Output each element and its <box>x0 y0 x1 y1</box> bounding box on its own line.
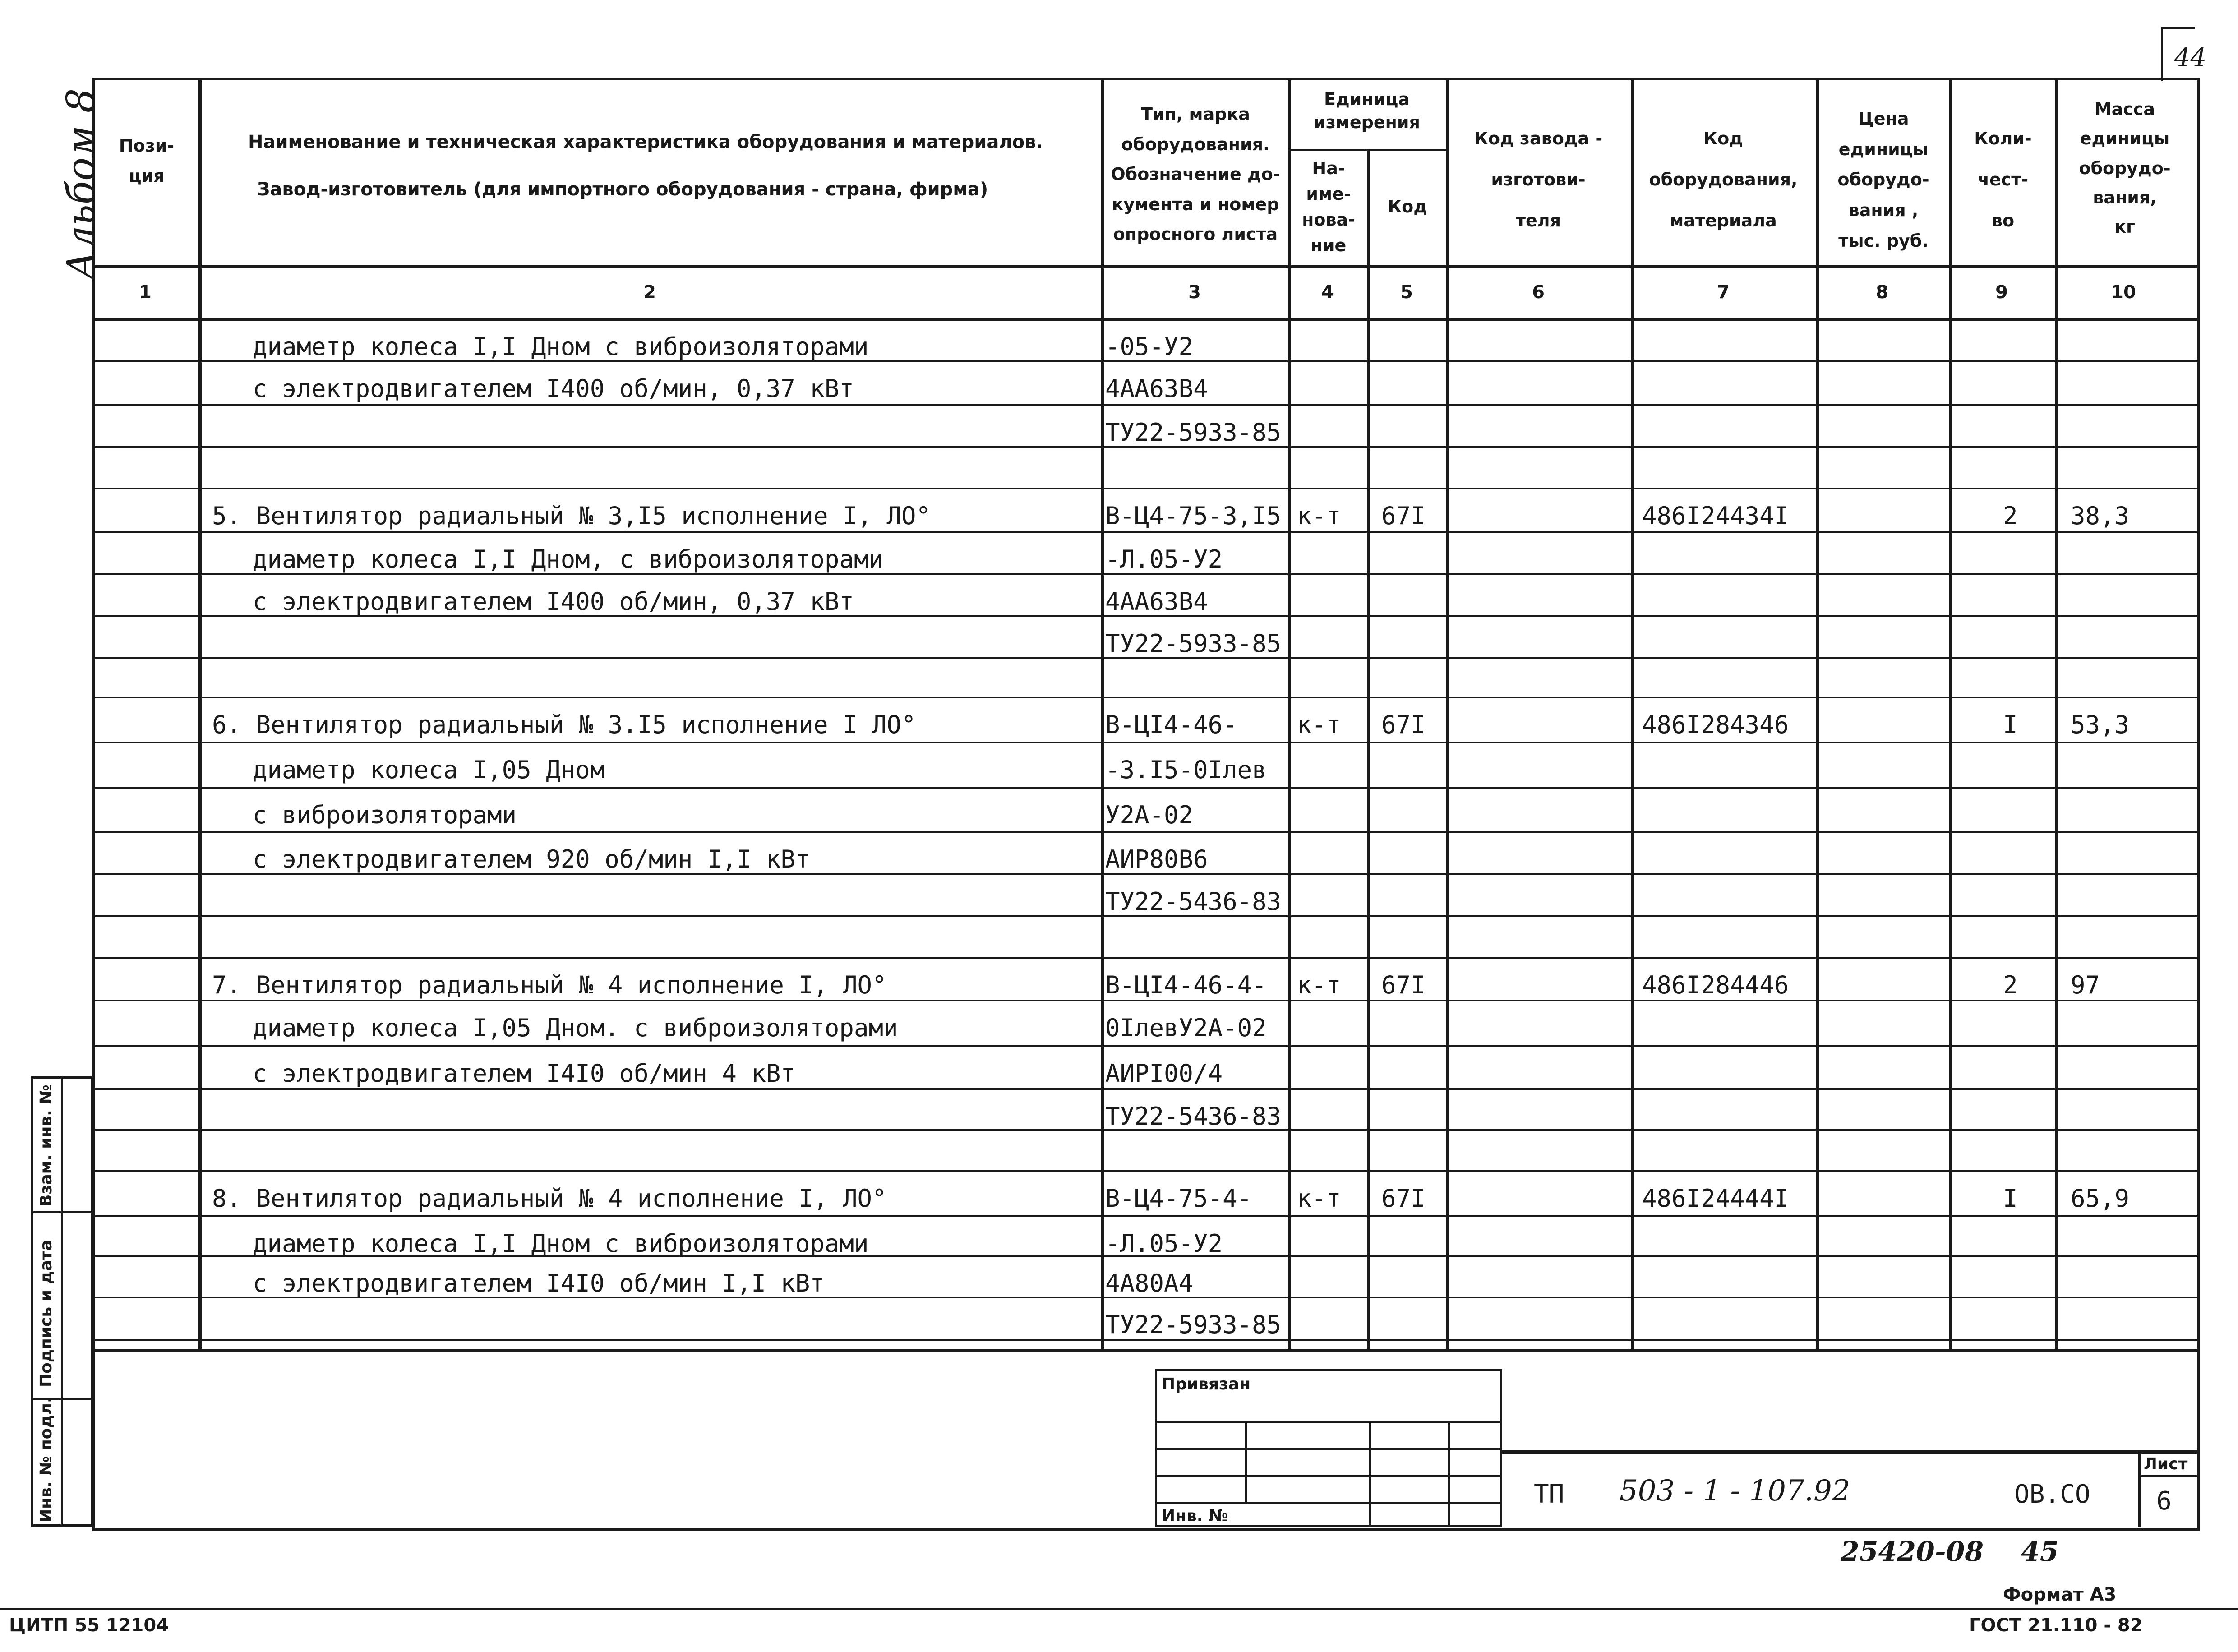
archive-number: 25420-08 <box>1841 1536 1984 1568</box>
side-label-vzam-inv: Взам. инв. № <box>37 1084 55 1207</box>
list-number: 6 <box>2156 1486 2172 1516</box>
table-row-divider <box>92 1088 2197 1090</box>
row-equipment-code: 486I284346 <box>1642 711 1789 739</box>
row-equipment-code: 486I24444I <box>1642 1184 1789 1213</box>
table-row-divider <box>92 531 2197 533</box>
row-unit-code: 67I <box>1381 971 1426 999</box>
row-unit-code: 67I <box>1381 711 1426 739</box>
row-name: 8. Вентилятор радиальный № 4 исполнение I, ЛО° <box>212 1184 887 1213</box>
row-type: АИР80В6 <box>1105 845 1208 873</box>
row-type: 4АА63В4 <box>1105 374 1208 403</box>
header-name-line1: Наименование и техническая характеристика оборудования и материалов. <box>248 132 1043 152</box>
colnum-3: 3 <box>1188 282 1201 303</box>
table-row-divider <box>92 957 2197 959</box>
row-type: 4А80А4 <box>1105 1269 1194 1297</box>
colnum-1: 1 <box>139 282 152 303</box>
row-type: -Л.05-У2 <box>1105 1229 1223 1258</box>
colnum-8: 8 <box>1876 282 1888 303</box>
colnum-10: 10 <box>2111 282 2136 303</box>
row-name: диаметр колеса I,05 Дном. с виброизоляторами <box>253 1014 898 1042</box>
row-name: диаметр колеса I,I Дном с виброизоляторами <box>253 332 869 361</box>
tp-label: ТП <box>1534 1480 1564 1509</box>
row-name: диаметр колеса I,05 Дном <box>253 756 605 784</box>
row-unit: к-т <box>1297 971 1341 999</box>
row-name: диаметр колеса I,I Дном с виброизоляторами <box>253 1229 869 1258</box>
header-divider <box>92 265 2197 268</box>
colnum-6: 6 <box>1532 282 1545 303</box>
table-row-divider <box>92 787 2197 789</box>
row-name: с виброизоляторами <box>253 801 517 829</box>
table-row-divider <box>92 1170 2197 1172</box>
row-name: 7. Вентилятор радиальный № 4 исполнение I, ЛО° <box>212 971 887 999</box>
table-row-divider <box>92 573 2197 575</box>
header-name-line2: Завод-изготовитель (для импортного оборудования - страна, фирма) <box>257 179 988 200</box>
table-row-divider <box>92 697 2197 698</box>
corner-page-number: 44 <box>2174 43 2207 72</box>
row-unit-code: 67I <box>1381 502 1426 530</box>
colnum-4: 4 <box>1321 282 1334 303</box>
row-mass: 53,3 <box>2071 711 2130 739</box>
table-row-divider <box>92 742 2197 743</box>
table-row-divider <box>92 1000 2197 1001</box>
row-quantity: I <box>2003 1184 2018 1213</box>
row-unit: к-т <box>1297 711 1341 739</box>
table-row-divider <box>92 1215 2197 1217</box>
table-row-divider <box>92 404 2197 406</box>
album-label: Альбом 8 <box>59 88 104 280</box>
row-type: 0IлевУ2А-02 <box>1105 1014 1267 1042</box>
row-mass: 97 <box>2071 971 2100 999</box>
citp-label: ЦИТП 55 12104 <box>9 1615 169 1636</box>
table-row-divider <box>92 488 2197 489</box>
header-price: Цена единицы оборудо- вания , тыс. руб. <box>1837 109 1929 251</box>
row-equipment-code: 486I24434I <box>1642 502 1789 530</box>
row-type: ТУ22-5933-85 <box>1105 629 1282 658</box>
row-mass: 65,9 <box>2071 1184 2130 1213</box>
header-unit-code: Код <box>1388 197 1427 217</box>
row-name: с электродвигателем 920 об/мин I,I кВт <box>253 845 810 873</box>
gost-label: ГОСТ 21.110 - 82 <box>1969 1615 2143 1636</box>
header-quantity: Коли- чест- во <box>1974 129 2032 231</box>
row-type: В-ЦI4-46-4- <box>1105 971 1267 999</box>
table-row-divider <box>92 1339 2197 1341</box>
row-name: 5. Вентилятор радиальный № 3,I5 исполнение I, ЛО° <box>212 502 931 530</box>
table-row-divider <box>92 873 2197 875</box>
header-type: Тип, марка оборудования. Обозначение до- кумента и номер опросного листа <box>1111 104 1280 244</box>
privyazan-label: Привязан <box>1162 1375 1251 1394</box>
table-row-divider <box>92 831 2197 833</box>
format-label: Формат А3 <box>2003 1584 2117 1605</box>
side-label-inv-podl: Инв. № подл. <box>37 1397 55 1523</box>
row-type: В-ЦI4-46- <box>1105 711 1237 739</box>
colnum-2: 2 <box>643 282 656 303</box>
row-unit-code: 67I <box>1381 1184 1426 1213</box>
side-label-podpis-data: Подпись и дата <box>37 1240 55 1387</box>
row-type: В-Ц4-75-3,I5 <box>1105 502 1282 530</box>
row-type: -Л.05-У2 <box>1105 545 1223 573</box>
archive-page: 45 <box>2021 1536 2059 1568</box>
row-quantity: 2 <box>2003 502 2018 530</box>
row-type: -3.I5-0Iлев <box>1105 756 1267 784</box>
row-type: ТУ22-5933-85 <box>1105 1311 1282 1339</box>
row-equipment-code: 486I284446 <box>1642 971 1789 999</box>
row-name: 6. Вентилятор радиальный № 3.I5 исполнение I ЛО° <box>212 711 916 739</box>
row-type: У2А-02 <box>1105 801 1194 829</box>
colnum-7: 7 <box>1717 282 1730 303</box>
header-position: Пози- ция <box>119 136 175 186</box>
header-mass: Масса единицы оборудо- вания, кг <box>2079 99 2171 237</box>
header-plant-code: Код завода - изготови- теля <box>1474 129 1603 231</box>
drawing-mark: ОВ.СО <box>2014 1480 2090 1509</box>
list-label: Лист <box>2144 1455 2188 1473</box>
colnum-9: 9 <box>1995 282 2008 303</box>
row-type: В-Ц4-75-4- <box>1105 1184 1252 1213</box>
row-quantity: I <box>2003 711 2018 739</box>
header-equipment-code: Код оборудования, материала <box>1649 129 1798 231</box>
row-name: с электродвигателем I4I0 об/мин I,I кВт <box>253 1269 825 1297</box>
table-row-divider <box>92 1045 2197 1047</box>
row-type: ТУ22-5933-85 <box>1105 418 1282 447</box>
row-name: с электродвигателем I400 об/мин, 0,37 кВт <box>253 374 854 403</box>
row-type: АИРI00/4 <box>1105 1059 1223 1088</box>
row-mass: 38,3 <box>2071 502 2130 530</box>
header-unit-name: На- име- нова- ние <box>1302 158 1355 255</box>
inv-no-label: Инв. № <box>1162 1507 1228 1525</box>
row-type: -05-У2 <box>1105 332 1194 361</box>
header-unit: Единица измерения <box>1314 89 1420 133</box>
row-type: 4АА63В4 <box>1105 587 1208 616</box>
row-type: ТУ22-5436-83 <box>1105 887 1282 916</box>
row-name: с электродвигателем I4I0 об/мин 4 кВт <box>253 1059 795 1088</box>
colnum-5: 5 <box>1400 282 1413 303</box>
row-type: ТУ22-5436-83 <box>1105 1102 1282 1131</box>
document-number: 503 - 1 - 107.92 <box>1620 1474 1850 1508</box>
row-unit: к-т <box>1297 1184 1341 1213</box>
row-name: с электродвигателем I400 об/мин, 0,37 кВт <box>253 587 854 616</box>
row-quantity: 2 <box>2003 971 2018 999</box>
row-unit: к-т <box>1297 502 1341 530</box>
row-name: диаметр колеса I,I Дном, с виброизоляторами <box>253 545 883 573</box>
